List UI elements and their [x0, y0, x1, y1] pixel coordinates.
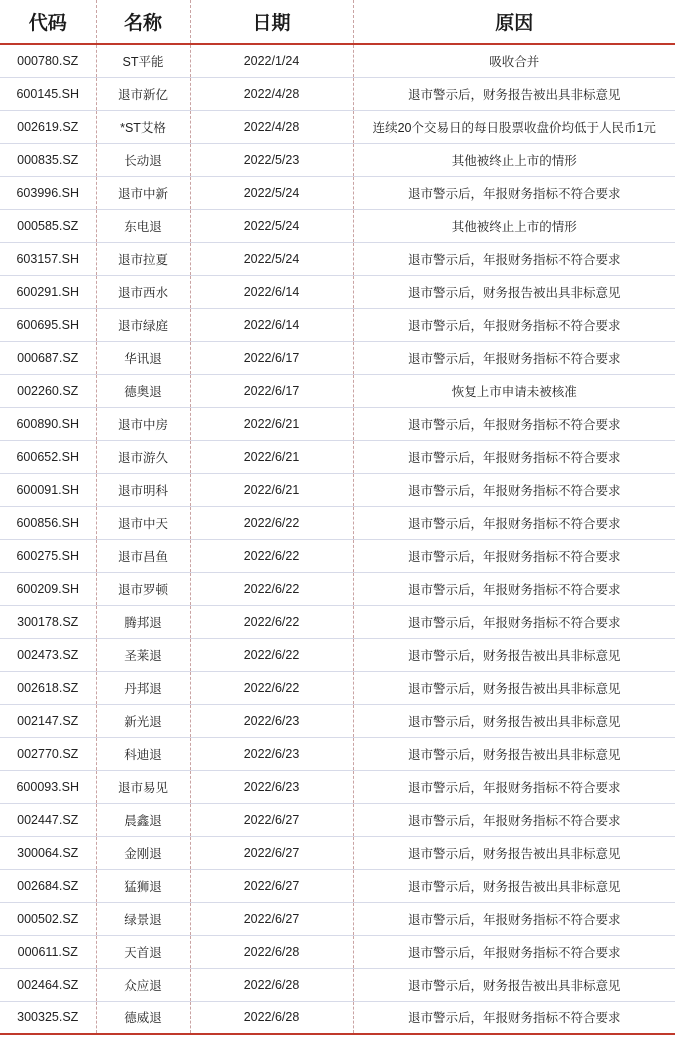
- cell-name: 众应退: [96, 968, 190, 1001]
- cell-code: 002147.SZ: [0, 704, 96, 737]
- cell-code: 000780.SZ: [0, 44, 96, 77]
- cell-reason: 退市警示后，财务报告被出具非标意见: [353, 77, 675, 110]
- cell-name: 晨鑫退: [96, 803, 190, 836]
- table-row: [0, 737, 675, 770]
- table-row: [0, 77, 675, 110]
- header-name: 名称: [96, 0, 190, 44]
- cell-name: 天首退: [96, 935, 190, 968]
- cell-date: 2022/6/27: [190, 836, 353, 869]
- cell-code: 603996.SH: [0, 176, 96, 209]
- cell-name: 新光退: [96, 704, 190, 737]
- cell-code: 002260.SZ: [0, 374, 96, 407]
- cell-name: 退市明科: [96, 473, 190, 506]
- table-row: [0, 275, 675, 308]
- cell-date: 2022/6/28: [190, 968, 353, 1001]
- cell-name: 退市易见: [96, 770, 190, 803]
- cell-date: 2022/6/27: [190, 902, 353, 935]
- cell-date: 2022/6/21: [190, 407, 353, 440]
- cell-name: 腾邦退: [96, 605, 190, 638]
- cell-code: 000835.SZ: [0, 143, 96, 176]
- cell-date: 2022/4/28: [190, 77, 353, 110]
- cell-reason: 退市警示后，年报财务指标不符合要求: [353, 440, 675, 473]
- table-row: [0, 308, 675, 341]
- cell-code: 600209.SH: [0, 572, 96, 605]
- cell-date: 2022/5/23: [190, 143, 353, 176]
- cell-name: ST平能: [96, 44, 190, 77]
- cell-reason: 其他被终止上市的情形: [353, 209, 675, 242]
- cell-name: 绿景退: [96, 902, 190, 935]
- cell-code: 600145.SH: [0, 77, 96, 110]
- cell-date: 2022/6/23: [190, 704, 353, 737]
- table-row: [0, 605, 675, 638]
- cell-date: 2022/6/14: [190, 275, 353, 308]
- cell-date: 2022/6/17: [190, 341, 353, 374]
- cell-date: 2022/6/22: [190, 572, 353, 605]
- cell-reason: 退市警示后，年报财务指标不符合要求: [353, 605, 675, 638]
- cell-name: 退市绿庭: [96, 308, 190, 341]
- cell-reason: 退市警示后，财务报告被出具非标意见: [353, 671, 675, 704]
- cell-name: 德奥退: [96, 374, 190, 407]
- cell-date: 2022/5/24: [190, 209, 353, 242]
- table-header: [0, 0, 675, 44]
- cell-reason: 退市警示后，年报财务指标不符合要求: [353, 176, 675, 209]
- table-row: [0, 935, 675, 968]
- cell-name: *ST艾格: [96, 110, 190, 143]
- table-row: [0, 869, 675, 902]
- cell-name: 科迪退: [96, 737, 190, 770]
- cell-code: 600652.SH: [0, 440, 96, 473]
- cell-code: 300325.SZ: [0, 1001, 96, 1034]
- cell-code: 002447.SZ: [0, 803, 96, 836]
- cell-date: 2022/6/22: [190, 671, 353, 704]
- table-row: [0, 506, 675, 539]
- cell-name: 退市游久: [96, 440, 190, 473]
- table-row: [0, 671, 675, 704]
- cell-reason: 退市警示后，年报财务指标不符合要求: [353, 242, 675, 275]
- table-row: [0, 803, 675, 836]
- table-row: [0, 407, 675, 440]
- header-reason: 原因: [353, 0, 675, 44]
- cell-code: 603157.SH: [0, 242, 96, 275]
- cell-date: 2022/5/24: [190, 176, 353, 209]
- cell-reason: 退市警示后，年报财务指标不符合要求: [353, 506, 675, 539]
- table-row: [0, 341, 675, 374]
- table-row: [0, 836, 675, 869]
- cell-date: 2022/6/22: [190, 605, 353, 638]
- cell-reason: 退市警示后，年报财务指标不符合要求: [353, 803, 675, 836]
- cell-name: 退市西水: [96, 275, 190, 308]
- cell-date: 2022/6/23: [190, 770, 353, 803]
- cell-code: 600890.SH: [0, 407, 96, 440]
- cell-date: 2022/4/28: [190, 110, 353, 143]
- cell-reason: 退市警示后，年报财务指标不符合要求: [353, 308, 675, 341]
- cell-reason: 退市警示后，财务报告被出具非标意见: [353, 638, 675, 671]
- cell-date: 2022/6/14: [190, 308, 353, 341]
- cell-name: 华讯退: [96, 341, 190, 374]
- table-row: [0, 638, 675, 671]
- table-body: [0, 44, 675, 1034]
- cell-code: 600093.SH: [0, 770, 96, 803]
- cell-name: 金刚退: [96, 836, 190, 869]
- cell-code: 300064.SZ: [0, 836, 96, 869]
- cell-code: 600695.SH: [0, 308, 96, 341]
- header-code: 代码: [0, 0, 96, 44]
- table-row: [0, 242, 675, 275]
- cell-date: 2022/6/22: [190, 506, 353, 539]
- cell-reason: 退市警示后，年报财务指标不符合要求: [353, 473, 675, 506]
- cell-reason: 退市警示后，财务报告被出具非标意见: [353, 968, 675, 1001]
- cell-name: 圣莱退: [96, 638, 190, 671]
- cell-code: 002619.SZ: [0, 110, 96, 143]
- cell-code: 600275.SH: [0, 539, 96, 572]
- cell-name: 退市罗顿: [96, 572, 190, 605]
- cell-reason: 退市警示后，年报财务指标不符合要求: [353, 407, 675, 440]
- cell-reason: 退市警示后，年报财务指标不符合要求: [353, 572, 675, 605]
- header-date: 日期: [190, 0, 353, 44]
- cell-date: 2022/6/27: [190, 803, 353, 836]
- table-row: [0, 176, 675, 209]
- header-row: [0, 0, 675, 44]
- cell-name: 东电退: [96, 209, 190, 242]
- cell-code: 000585.SZ: [0, 209, 96, 242]
- cell-reason: 吸收合并: [353, 44, 675, 77]
- cell-code: 002684.SZ: [0, 869, 96, 902]
- table-row: [0, 143, 675, 176]
- cell-date: 2022/6/27: [190, 869, 353, 902]
- table-row: [0, 968, 675, 1001]
- cell-date: 2022/5/24: [190, 242, 353, 275]
- table-row: [0, 704, 675, 737]
- table-row: [0, 374, 675, 407]
- cell-code: 000502.SZ: [0, 902, 96, 935]
- cell-code: 300178.SZ: [0, 605, 96, 638]
- cell-date: 2022/6/21: [190, 440, 353, 473]
- cell-date: 2022/6/23: [190, 737, 353, 770]
- table-row: [0, 770, 675, 803]
- cell-reason: 退市警示后，财务报告被出具非标意见: [353, 869, 675, 902]
- cell-code: 000687.SZ: [0, 341, 96, 374]
- cell-reason: 退市警示后，财务报告被出具非标意见: [353, 704, 675, 737]
- cell-date: 2022/6/21: [190, 473, 353, 506]
- cell-date: 2022/6/22: [190, 638, 353, 671]
- cell-code: 600091.SH: [0, 473, 96, 506]
- table-row: [0, 572, 675, 605]
- cell-reason: 连续20个交易日的每日股票收盘价均低于人民币1元: [353, 110, 675, 143]
- cell-reason: 退市警示后，财务报告被出具非标意见: [353, 737, 675, 770]
- cell-reason: 其他被终止上市的情形: [353, 143, 675, 176]
- table-row: [0, 209, 675, 242]
- cell-date: 2022/1/24: [190, 44, 353, 77]
- cell-reason: 退市警示后，年报财务指标不符合要求: [353, 770, 675, 803]
- table-row: [0, 539, 675, 572]
- cell-name: 丹邦退: [96, 671, 190, 704]
- cell-reason: 恢复上市申请未被核准: [353, 374, 675, 407]
- cell-name: 退市昌鱼: [96, 539, 190, 572]
- cell-name: 退市新亿: [96, 77, 190, 110]
- cell-name: 退市拉夏: [96, 242, 190, 275]
- cell-code: 600291.SH: [0, 275, 96, 308]
- cell-code: 002473.SZ: [0, 638, 96, 671]
- table-row: [0, 1001, 675, 1034]
- cell-reason: 退市警示后，财务报告被出具非标意见: [353, 836, 675, 869]
- cell-name: 退市中新: [96, 176, 190, 209]
- cell-code: 002618.SZ: [0, 671, 96, 704]
- cell-date: 2022/6/17: [190, 374, 353, 407]
- cell-code: 600856.SH: [0, 506, 96, 539]
- cell-reason: 退市警示后，年报财务指标不符合要求: [353, 902, 675, 935]
- cell-reason: 退市警示后，年报财务指标不符合要求: [353, 1001, 675, 1034]
- table-row: [0, 110, 675, 143]
- cell-reason: 退市警示后，财务报告被出具非标意见: [353, 275, 675, 308]
- cell-reason: 退市警示后，年报财务指标不符合要求: [353, 341, 675, 374]
- cell-date: 2022/6/22: [190, 539, 353, 572]
- cell-name: 退市中房: [96, 407, 190, 440]
- cell-name: 猛狮退: [96, 869, 190, 902]
- table-row: [0, 44, 675, 77]
- cell-name: 退市中天: [96, 506, 190, 539]
- cell-code: 002770.SZ: [0, 737, 96, 770]
- cell-code: 002464.SZ: [0, 968, 96, 1001]
- table-row: [0, 473, 675, 506]
- table-row: [0, 902, 675, 935]
- table-row: [0, 440, 675, 473]
- cell-reason: 退市警示后，年报财务指标不符合要求: [353, 935, 675, 968]
- cell-name: 长动退: [96, 143, 190, 176]
- cell-date: 2022/6/28: [190, 1001, 353, 1034]
- cell-code: 000611.SZ: [0, 935, 96, 968]
- cell-reason: 退市警示后，年报财务指标不符合要求: [353, 539, 675, 572]
- cell-name: 德威退: [96, 1001, 190, 1034]
- cell-date: 2022/6/28: [190, 935, 353, 968]
